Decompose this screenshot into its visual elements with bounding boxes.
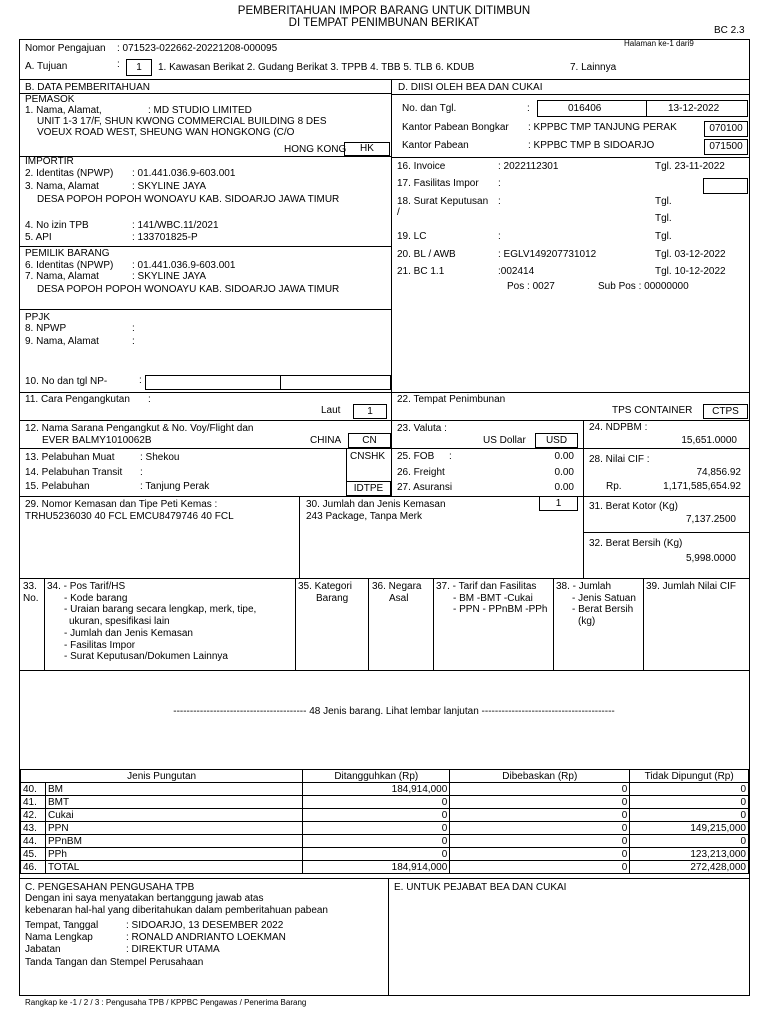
row-ditangguhkan: 0	[303, 822, 450, 835]
pabean-code: 071500	[704, 139, 748, 155]
table-row	[21, 861, 749, 874]
row-dibebaskan: 0	[450, 783, 630, 796]
i4-value: : 141/WBC.11/2021	[132, 220, 219, 231]
table-row	[21, 835, 749, 848]
f27-value: 0.00	[554, 482, 574, 493]
pemilik-heading: PEMILIK BARANG	[25, 248, 110, 259]
f31-label: 31. Berat Kotor (Kg)	[589, 501, 678, 512]
nomor-value: : 071523-022662-20221208-000095	[117, 43, 278, 54]
col37-line: 37. - Tarif dan Fasilitas	[436, 581, 537, 592]
col36-line: Asal	[389, 593, 409, 604]
f26-label: 26. Freight	[397, 467, 445, 478]
row-no: 46.	[21, 861, 46, 874]
f13-code: CNSHK	[350, 451, 386, 462]
tujuan-code: 1	[126, 59, 152, 76]
i2-value: : 01.441.036.9-603.001	[132, 168, 236, 179]
k8-label: 8. NPWP	[25, 323, 67, 334]
f22-value: TPS CONTAINER	[612, 405, 693, 416]
col38-line: (kg)	[578, 616, 596, 627]
f23-code: USD	[535, 433, 578, 448]
section-b-title: B. DATA PEMBERITAHUAN	[25, 82, 151, 93]
col38-line: - Jenis Satuan	[572, 593, 636, 604]
f30-label: 30. Jumlah dan Jenis Kemasan	[306, 499, 446, 510]
f24-value: 15,651.0000	[681, 435, 737, 446]
colon: :	[498, 231, 501, 242]
col39: 39. Jumlah Nilai CIF	[646, 581, 737, 592]
tujuan-options: 1. Kawasan Berikat 2. Gudang Berikat 3. TPPB 4. TBB 5. TLB 6. KDUB	[158, 62, 475, 73]
row-jenis: PPN	[46, 822, 303, 835]
col33-line1: 33.	[23, 581, 37, 592]
row-ditangguhkan: 184,914,000	[303, 783, 450, 796]
col33-line2: No.	[23, 593, 39, 604]
o6-label: 6. Identitas (NPWP)	[25, 260, 114, 271]
f20-label: 20. BL / AWB	[397, 249, 456, 260]
f16-label: 16. Invoice	[397, 161, 446, 172]
f23-label: 23. Valuta :	[397, 423, 447, 434]
table-row	[21, 809, 749, 822]
f11-code: 1	[353, 404, 387, 419]
f32-label: 32. Berat Bersih (Kg)	[589, 538, 683, 549]
f18-slash: /	[397, 207, 400, 218]
k10-box2	[280, 375, 391, 390]
bongkar-label: Kantor Pabean Bongkar	[402, 122, 509, 133]
colon: :	[140, 467, 143, 478]
row-tidak-dipungut: 0	[630, 796, 749, 809]
row-ditangguhkan: 0	[303, 848, 450, 861]
f29-label: 29. Nomor Kemasan dan Tipe Peti Kemas :	[25, 499, 218, 510]
name-label: Nama Lengkap	[25, 932, 93, 943]
col38-line: - Berat Bersih	[572, 604, 634, 615]
table-row	[21, 783, 749, 796]
row-dibebaskan: 0	[450, 848, 630, 861]
place-value: : SIDOARJO, 13 DESEMBER 2022	[126, 920, 284, 931]
f26-value: 0.00	[554, 467, 574, 478]
tgl-value: 13-12-2022	[668, 103, 720, 114]
col35-line: 35. Kategori	[298, 581, 352, 592]
colon: :	[498, 178, 501, 189]
i3-value: : SKYLINE JAYA	[132, 181, 207, 192]
k10-label: 10. No dan tgl NP-	[25, 376, 108, 387]
col34-line: 34. - Pos Tarif/HS	[47, 581, 126, 592]
f21-value: :002414	[498, 266, 535, 277]
form-title-line1: PEMBERITAHUAN IMPOR BARANG UNTUK DITIMBUN	[237, 5, 531, 17]
o6-value: : 01.441.036.9-603.001	[132, 260, 236, 271]
i3-addr: DESA POPOH POPOH WONOAYU KAB. SIDOARJO JAWA TIMUR	[37, 194, 340, 205]
row-ditangguhkan: 0	[303, 809, 450, 822]
p1-value: : MD STUDIO LIMITED	[148, 105, 252, 116]
f21-label: 21. BC 1.1	[397, 266, 445, 277]
form-title-line2: DI TEMPAT PENIMBUNAN BERIKAT	[288, 17, 480, 29]
col38-line: 38. - Jumlah	[556, 581, 612, 592]
f13-value: : Shekou	[140, 452, 180, 463]
colon: :	[449, 451, 452, 462]
col35-line: Barang	[316, 593, 349, 604]
bongkar-code: 070100	[704, 121, 748, 137]
row-no: 44.	[21, 835, 46, 848]
section-c-text1: Dengan ini saya menyatakan bertanggung jawab atas	[25, 893, 264, 904]
row-no: 40.	[21, 783, 46, 796]
f23-value: US Dollar	[483, 435, 526, 446]
row-jenis: TOTAL	[46, 861, 303, 874]
section-c-title: C. PENGESAHAN PENGUSAHA TPB	[25, 882, 195, 893]
row-jenis: PPh	[46, 848, 303, 861]
i5-label: 5. API	[25, 232, 52, 243]
row-dibebaskan: 0	[450, 861, 630, 874]
k10-box1	[145, 375, 281, 390]
row-no: 45.	[21, 848, 46, 861]
row-no: 42.	[21, 809, 46, 822]
f21-tgl: Tgl. 10-12-2022	[655, 266, 726, 277]
header-tidak-dipungut: Tidak Dipungut (Rp)	[630, 770, 749, 783]
f15-code: IDTPE	[346, 481, 391, 496]
row-ditangguhkan: 184,914,000	[303, 861, 450, 874]
row-jenis: BM	[46, 783, 303, 796]
p1-addr2: VOEUX ROAD WEST, SHEUNG WAN HONGKONG (C/O	[37, 127, 295, 138]
name-value: : RONALD ANDRIANTO LOEKMAN	[126, 932, 286, 943]
table-row	[21, 822, 749, 835]
bongkar-value: : KPPBC TMP TANJUNG PERAK	[528, 122, 677, 133]
col34-line: - Kode barang	[64, 593, 128, 604]
f15-value: : Tanjung Perak	[140, 481, 210, 492]
colon: :	[132, 323, 135, 334]
pemasok-heading: PEMASOK	[25, 94, 75, 105]
f15-label: 15. Pelabuhan	[25, 481, 90, 492]
subpos: Sub Pos : 00000000	[598, 281, 689, 292]
f22-label: 22. Tempat Penimbunan	[397, 394, 506, 405]
col34-line: - Surat Keputusan/Dokumen Lainnya	[64, 651, 228, 662]
section-c-text2: kebenaran hal-hal yang diberitahukan dalam pemberitahuan pabean	[25, 905, 328, 916]
col34-line: - Fasilitas Impor	[64, 640, 136, 651]
p1-country-code: HK	[344, 142, 390, 156]
col34-line: - Jumlah dan Jenis Kemasan	[64, 628, 193, 639]
row-dibebaskan: 0	[450, 835, 630, 848]
colon: :	[148, 394, 151, 405]
row-tidak-dipungut: 149,215,000	[630, 822, 749, 835]
f27-label: 27. Asuransi	[397, 482, 453, 493]
o7-label: 7. Nama, Alamat	[25, 271, 99, 282]
importir-heading: IMPORTIR	[25, 156, 74, 167]
f18-label: 18. Surat Keputusan	[397, 196, 489, 207]
f13-label: 13. Pelabuhan Muat	[25, 452, 115, 463]
table-row	[21, 848, 749, 861]
col37-line: - BM -BMT -Cukai	[453, 593, 533, 604]
f31-value: 7,137.2500	[685, 514, 736, 525]
colon: :	[527, 103, 530, 114]
row-ditangguhkan: 0	[303, 835, 450, 848]
form-code: BC 2.3	[714, 25, 745, 36]
job-value: : DIREKTUR UTAMA	[126, 944, 220, 955]
f28-rp: Rp.	[606, 481, 622, 492]
row-tidak-dipungut: 0	[630, 783, 749, 796]
i5-value: : 133701825-P	[132, 232, 198, 243]
f28-rp-value: 1,171,585,654.92	[663, 481, 741, 492]
pungutan-table	[20, 769, 749, 874]
no-value: 016406	[568, 103, 602, 114]
f18-tgl2: Tgl.	[655, 213, 672, 224]
f20-tgl: Tgl. 03-12-2022	[655, 249, 726, 260]
f12-value: EVER BALMY1010062B	[42, 435, 152, 446]
row-no: 43.	[21, 822, 46, 835]
f28-value: 74,856.92	[696, 467, 741, 478]
tujuan-other: 7. Lainnya	[570, 62, 617, 73]
row-no: 41.	[21, 796, 46, 809]
row-jenis: PPnBM	[46, 835, 303, 848]
col34-line: ukuran, spesifikasi lain	[69, 616, 170, 627]
tujuan-label: A. Tujuan	[25, 61, 68, 72]
f11-value: Laut	[321, 405, 341, 416]
job-label: Jabatan	[25, 944, 61, 955]
row-dibebaskan: 0	[450, 809, 630, 822]
f11-label: 11. Cara Pengangkutan	[25, 394, 130, 405]
pabean-label: Kantor Pabean	[402, 140, 469, 151]
o7-addr: DESA POPOH POPOH WONOAYU KAB. SIDOARJO JAWA TIMUR	[37, 284, 340, 295]
f12-country: CHINA	[310, 435, 342, 446]
row-ditangguhkan: 0	[303, 796, 450, 809]
f20-value: : EGLV149207731012	[498, 249, 597, 260]
i4-label: 4. No izin TPB	[25, 220, 89, 231]
f30-num: 1	[539, 496, 578, 511]
f16-value: : 2022112301	[498, 161, 559, 172]
i3-label: 3. Nama, Alamat	[25, 181, 99, 192]
f12-code: CN	[348, 433, 391, 448]
page-info: Halaman ke-1 dari9	[624, 39, 694, 48]
header-jenis: Jenis Pungutan	[21, 770, 303, 783]
p1-label: 1. Nama, Alamat,	[25, 105, 102, 116]
header-ditangguhkan: Ditangguhkan (Rp)	[303, 770, 450, 783]
f16-tgl: Tgl. 23-11-2022	[655, 161, 725, 172]
row-tidak-dipungut: 0	[630, 809, 749, 822]
section-e-title: E. UNTUK PEJABAT BEA DAN CUKAI	[394, 882, 567, 893]
f17-box	[703, 178, 748, 194]
col37-line: - PPN - PPnBM -PPh	[453, 604, 548, 615]
f25-label: 25. FOB	[397, 451, 435, 462]
colon: :	[498, 196, 501, 207]
f19-tgl: Tgl.	[655, 231, 672, 242]
p1-addr1: UNIT 1-3 17/F, SHUN KWONG COMMERCIAL BUILDING 8 DES	[37, 116, 327, 127]
section-d-title: D. DIISI OLEH BEA DAN CUKAI	[398, 82, 543, 93]
f18-tgl: Tgl.	[655, 196, 672, 207]
colon: :	[139, 375, 142, 386]
footer-text: Rangkap ke -1 / 2 / 3 : Pengusaha TPB / KPPBC Pengawas / Penerima Barang	[25, 998, 307, 1007]
f22-code: CTPS	[703, 404, 748, 419]
no-tgl-label: No. dan Tgl.	[402, 103, 457, 114]
p1-country: HONG KONG	[284, 144, 347, 155]
pos: Pos : 0027	[507, 281, 555, 292]
pabean-value: : KPPBC TMP B SIDOARJO	[528, 140, 655, 151]
nomor-label: Nomor Pengajuan	[25, 43, 106, 54]
f24-label: 24. NDPBM :	[589, 422, 648, 433]
colon: :	[132, 336, 135, 347]
k9-label: 9. Nama, Alamat	[25, 336, 99, 347]
f19-label: 19. LC	[397, 231, 427, 242]
row-tidak-dipungut: 123,213,000	[630, 848, 749, 861]
colon: :	[117, 59, 120, 70]
f32-value: 5,998.0000	[685, 553, 736, 564]
i2-label: 2. Identitas (NPWP)	[25, 168, 114, 179]
row-jenis: BMT	[46, 796, 303, 809]
sign-label: Tanda Tangan dan Stempel Perusahaan	[25, 957, 204, 968]
f25-value: 0.00	[554, 451, 574, 462]
row-dibebaskan: 0	[450, 796, 630, 809]
f28-label: 28. Nilai CIF :	[589, 454, 650, 465]
header-dibebaskan: Dibebaskan (Rp)	[450, 770, 630, 783]
row-tidak-dipungut: 272,428,000	[630, 861, 749, 874]
f14-label: 14. Pelabuhan Transit	[25, 467, 123, 478]
f12-label: 12. Nama Sarana Pengangkut & No. Voy/Flight dan	[25, 423, 254, 434]
col34-line: - Uraian barang secara lengkap, merk, tipe,	[64, 604, 257, 615]
row-dibebaskan: 0	[450, 822, 630, 835]
f30-value: 243 Package, Tanpa Merk	[306, 511, 423, 522]
f17-label: 17. Fasilitas Impor	[397, 178, 479, 189]
row-jenis: Cukai	[46, 809, 303, 822]
col36-line: 36. Negara	[372, 581, 422, 592]
o7-value: : SKYLINE JAYA	[132, 271, 207, 282]
row-tidak-dipungut: 0	[630, 835, 749, 848]
table-row	[21, 796, 749, 809]
items-note: ---------------------------------------- 48 Jenis barang. Lihat lembar lanjutan ----------------------------------------	[173, 706, 615, 717]
place-label: Tempat, Tanggal	[25, 920, 99, 931]
f29-value: TRHU5236030 40 FCL EMCU8479746 40 FCL	[25, 511, 234, 522]
ppjk-heading: PPJK	[25, 312, 51, 323]
